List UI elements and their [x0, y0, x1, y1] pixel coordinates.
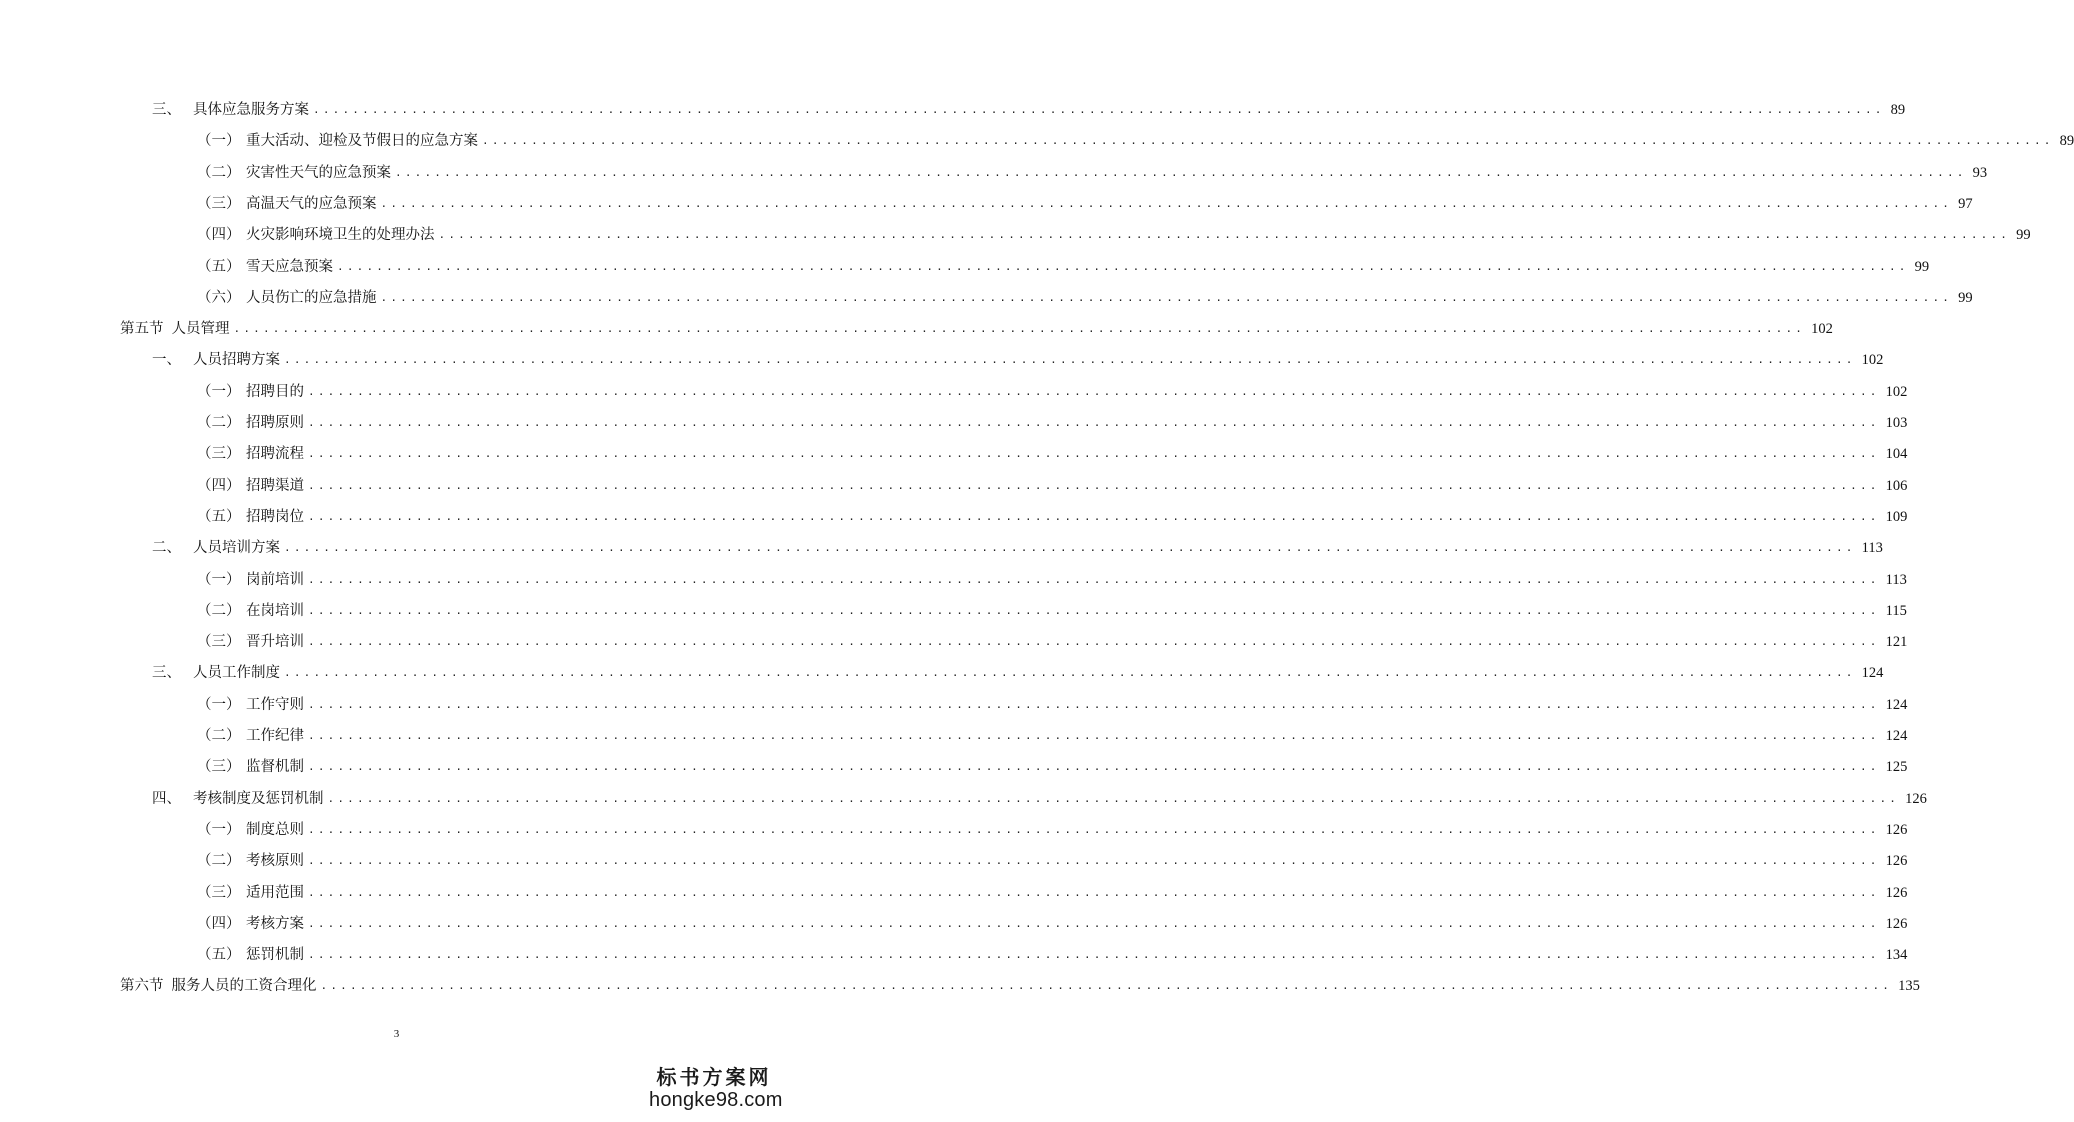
toc-entry[interactable] [197, 127, 2074, 155]
toc-entry-number: （三） [197, 759, 241, 776]
toc-leader-dots: ................................................................................................................................................................ [284, 353, 1856, 367]
toc-entry-title: 人员管理 [171, 321, 230, 338]
toc-entry-page: 126 [1885, 821, 1908, 838]
toc-entry-number: （六） [197, 289, 241, 306]
toc-entry-page: 124 [1861, 665, 1884, 682]
toc-entry-page: 126 [1885, 915, 1908, 932]
page-number: 3 [393, 1028, 400, 1040]
toc-entry[interactable] [197, 753, 1908, 781]
toc-entry[interactable] [197, 159, 1988, 187]
toc-entry-page: 106 [1885, 477, 1908, 494]
toc-entry[interactable] [197, 879, 1908, 907]
toc-entry-number: （四） [197, 227, 241, 244]
toc-entry-title: 招聘渠道 [246, 477, 304, 494]
toc-entry-number: 第六节 [120, 978, 164, 995]
toc-entry-number: 第五节 [120, 321, 164, 338]
toc-entry-page: 99 [1914, 258, 1930, 275]
toc-entry-title: 考核原则 [246, 853, 304, 870]
watermark-logo [649, 1065, 783, 1112]
toc-entry-title: 岗前培训 [246, 571, 304, 588]
toc-entry-number: （四） [197, 477, 241, 494]
toc-leader-dots: ................................................................................................................................................................ [284, 666, 1856, 680]
toc-entry-title: 招聘目的 [246, 383, 304, 400]
toc-entry-number: （三） [197, 634, 241, 651]
toc-entry[interactable] [197, 847, 1908, 875]
toc-entry-page: 121 [1885, 634, 1908, 651]
toc-entry[interactable] [197, 941, 1908, 969]
toc-entry-page: 102 [1811, 321, 1833, 338]
toc-entry[interactable] [197, 190, 1973, 218]
toc-leader-dots: ................................................................................................................................................................ [395, 165, 1967, 179]
toc-entry[interactable] [152, 534, 1883, 562]
toc-entry-page: 113 [1885, 571, 1907, 588]
toc-entry-page: 104 [1885, 446, 1908, 463]
toc-leader-dots: ................................................................................................................................................................ [482, 134, 2054, 148]
toc-entry-number: 四、 [152, 790, 181, 807]
toc-entry-title: 晋升培训 [246, 634, 304, 651]
toc-entry-title: 考核方案 [246, 915, 304, 932]
toc-entry[interactable] [120, 315, 1833, 343]
toc-entry-page: 102 [1885, 383, 1908, 400]
toc-entry-title: 人员招聘方案 [193, 352, 280, 369]
toc-leader-dots: ................................................................................................................................................................ [308, 478, 1880, 492]
toc-leader-dots: ................................................................................................................................................................ [284, 541, 1856, 555]
toc-leader-dots: ................................................................................................................................................................ [308, 885, 1880, 899]
toc-leader-dots: ................................................................................................................................................................ [308, 416, 1880, 429]
toc-entry-number: 二、 [152, 540, 181, 557]
toc-entry-title: 招聘原则 [246, 415, 304, 431]
toc-leader-dots: ................................................................................................................................................................ [308, 916, 1880, 930]
toc-entry[interactable] [197, 472, 1908, 500]
toc-entry-number: （三） [197, 884, 241, 901]
toc-entry-page: 126 [1885, 884, 1908, 901]
toc-entry-page: 102 [1861, 352, 1884, 369]
toc-entry[interactable] [197, 566, 1907, 594]
toc-entry-number: （一） [197, 571, 241, 588]
toc-entry-page: 99 [1958, 289, 1973, 306]
toc-entry[interactable] [120, 972, 1920, 1000]
toc-leader-dots: ................................................................................................................................................................ [308, 729, 1880, 742]
toc-entry-title: 人员伤亡的应急措施 [246, 289, 377, 306]
toc-entry[interactable] [152, 346, 1884, 374]
toc-leader-dots: ................................................................................................................................................................ [320, 979, 1893, 993]
toc-entry-number: 三、 [152, 102, 181, 118]
toc-entry-number: （二） [197, 164, 241, 181]
toc-entry-number: 三、 [152, 665, 181, 682]
toc-leader-dots: ................................................................................................................................................................ [308, 572, 1880, 586]
toc-leader-dots: ................................................................................................................................................................ [308, 509, 1880, 523]
toc-leader-dots: ................................................................................................................................................................ [308, 822, 1880, 836]
toc-leader-dots: ................................................................................................................................................................ [308, 697, 1880, 711]
toc-entry-number: （五） [197, 508, 241, 525]
toc-entry-page: 115 [1885, 602, 1907, 619]
toc-entry-title: 人员工作制度 [193, 665, 280, 682]
toc-entry-title: 灾害性天气的应急预案 [246, 164, 391, 181]
toc-entry[interactable] [197, 440, 1908, 468]
toc-entry[interactable] [197, 910, 1908, 938]
toc-entry-title: 火灾影响环境卫生的处理办法 [246, 227, 435, 244]
toc-entry-number: （二） [197, 602, 241, 619]
toc-leader-dots: ................................................................................................................................................................ [308, 384, 1880, 398]
toc-entry-page: 125 [1885, 759, 1908, 776]
toc-entry-number: （五） [197, 947, 241, 964]
toc-entry-number: （三） [197, 446, 241, 463]
toc-entry[interactable] [197, 221, 2031, 249]
toc-entry-number: （一） [197, 383, 241, 400]
toc-leader-dots: ................................................................................................................................................................ [308, 948, 1880, 962]
toc-entry-page: 99 [2016, 227, 2031, 244]
toc-leader-dots: ................................................................................................................................................................ [308, 854, 1880, 868]
toc-entry-title: 考核制度及惩罚机制 [193, 790, 324, 807]
toc-entry-number: （一） [197, 821, 241, 838]
toc-entry[interactable] [197, 597, 1907, 625]
toc-leader-dots: ................................................................................................................................................................ [327, 791, 1900, 805]
toc-entry-number: （一） [197, 696, 241, 713]
toc-leader-dots: ................................................................................................................................................................ [308, 635, 1880, 649]
toc-leader-dots: ................................................................................................................................................................ [233, 322, 1806, 336]
watermark-cn: 标书方案网 [656, 1065, 772, 1089]
toc-entry-page: 89 [2059, 133, 2074, 150]
toc-entry-title: 雪天应急预案 [246, 258, 333, 275]
toc-entry-number: （三） [197, 195, 241, 212]
toc-entry-title: 监督机制 [246, 759, 304, 776]
toc-entry-title: 招聘流程 [246, 446, 304, 463]
toc-entry-title: 工作守则 [246, 696, 304, 713]
toc-leader-dots: ................................................................................................................................................................ [308, 760, 1880, 774]
toc-entry-number: （一） [197, 133, 241, 150]
toc-entry-page: 113 [1861, 540, 1883, 557]
toc-entry[interactable] [197, 503, 1908, 531]
toc-leader-dots: ................................................................................................................................................................ [380, 290, 1953, 304]
toc-entry[interactable] [197, 284, 1973, 312]
toc-entry-number: （二） [197, 728, 241, 744]
toc-entry-title: 惩罚机制 [246, 947, 304, 964]
toc-leader-dots: ................................................................................................................................................................ [308, 447, 1880, 461]
toc-entry[interactable] [197, 409, 1908, 437]
toc-entry-title: 制度总则 [246, 821, 304, 838]
toc-entry-title: 服务人员的工资合理化 [171, 978, 317, 995]
toc-entry-page: 89 [1890, 102, 1906, 118]
toc-entry-title: 人员培训方案 [193, 540, 280, 557]
toc-entry[interactable] [197, 628, 1908, 656]
toc-entry-page: 124 [1885, 696, 1908, 713]
toc-leader-dots: ................................................................................................................................................................ [308, 603, 1880, 617]
toc-entry-number: （二） [197, 415, 241, 431]
toc-entry-title: 招聘岗位 [246, 508, 304, 525]
toc-entry[interactable] [197, 378, 1908, 406]
toc-entry[interactable] [197, 722, 1908, 750]
toc-entry-number: （二） [197, 853, 241, 870]
toc-leader-dots: ................................................................................................................................................................ [380, 196, 1953, 210]
toc-entry[interactable] [197, 816, 1908, 844]
toc-leader-dots: ................................................................................................................................................................ [313, 103, 1885, 116]
toc-entry-page: 93 [1972, 164, 1988, 181]
toc-entry-number: 一、 [152, 352, 181, 369]
watermark-en: hongke98.com [649, 1089, 783, 1111]
toc-leader-dots: ................................................................................................................................................................ [438, 228, 2011, 242]
toc-entry-title: 高温天气的应急预案 [246, 195, 377, 212]
toc-entry[interactable] [197, 691, 1908, 719]
toc-entry[interactable] [152, 96, 1906, 124]
toc-entry-page: 97 [1958, 195, 1973, 212]
toc-entry[interactable] [197, 253, 1930, 281]
toc-entry-page: 126 [1885, 853, 1908, 870]
toc-entry-title: 具体应急服务方案 [193, 102, 309, 118]
toc-entry-title: 工作纪律 [246, 728, 304, 744]
toc-entry-page: 109 [1885, 508, 1908, 525]
toc-entry-number: （五） [197, 258, 241, 275]
toc-entry[interactable] [152, 659, 1884, 687]
toc-entry-page: 103 [1885, 415, 1908, 431]
toc-entry-title: 适用范围 [246, 884, 304, 901]
toc-entry-title: 在岗培训 [246, 602, 304, 619]
toc-entry-number: （四） [197, 915, 241, 932]
toc-entry-page: 124 [1885, 728, 1908, 744]
toc-entry-page: 134 [1885, 947, 1908, 964]
toc-entry-page: 126 [1905, 790, 1927, 807]
toc-entry-title: 重大活动、迎检及节假日的应急方案 [246, 133, 478, 150]
toc-leader-dots: ................................................................................................................................................................ [337, 259, 1909, 273]
toc-entry[interactable] [152, 785, 1927, 813]
toc-entry-page: 135 [1898, 978, 1920, 995]
